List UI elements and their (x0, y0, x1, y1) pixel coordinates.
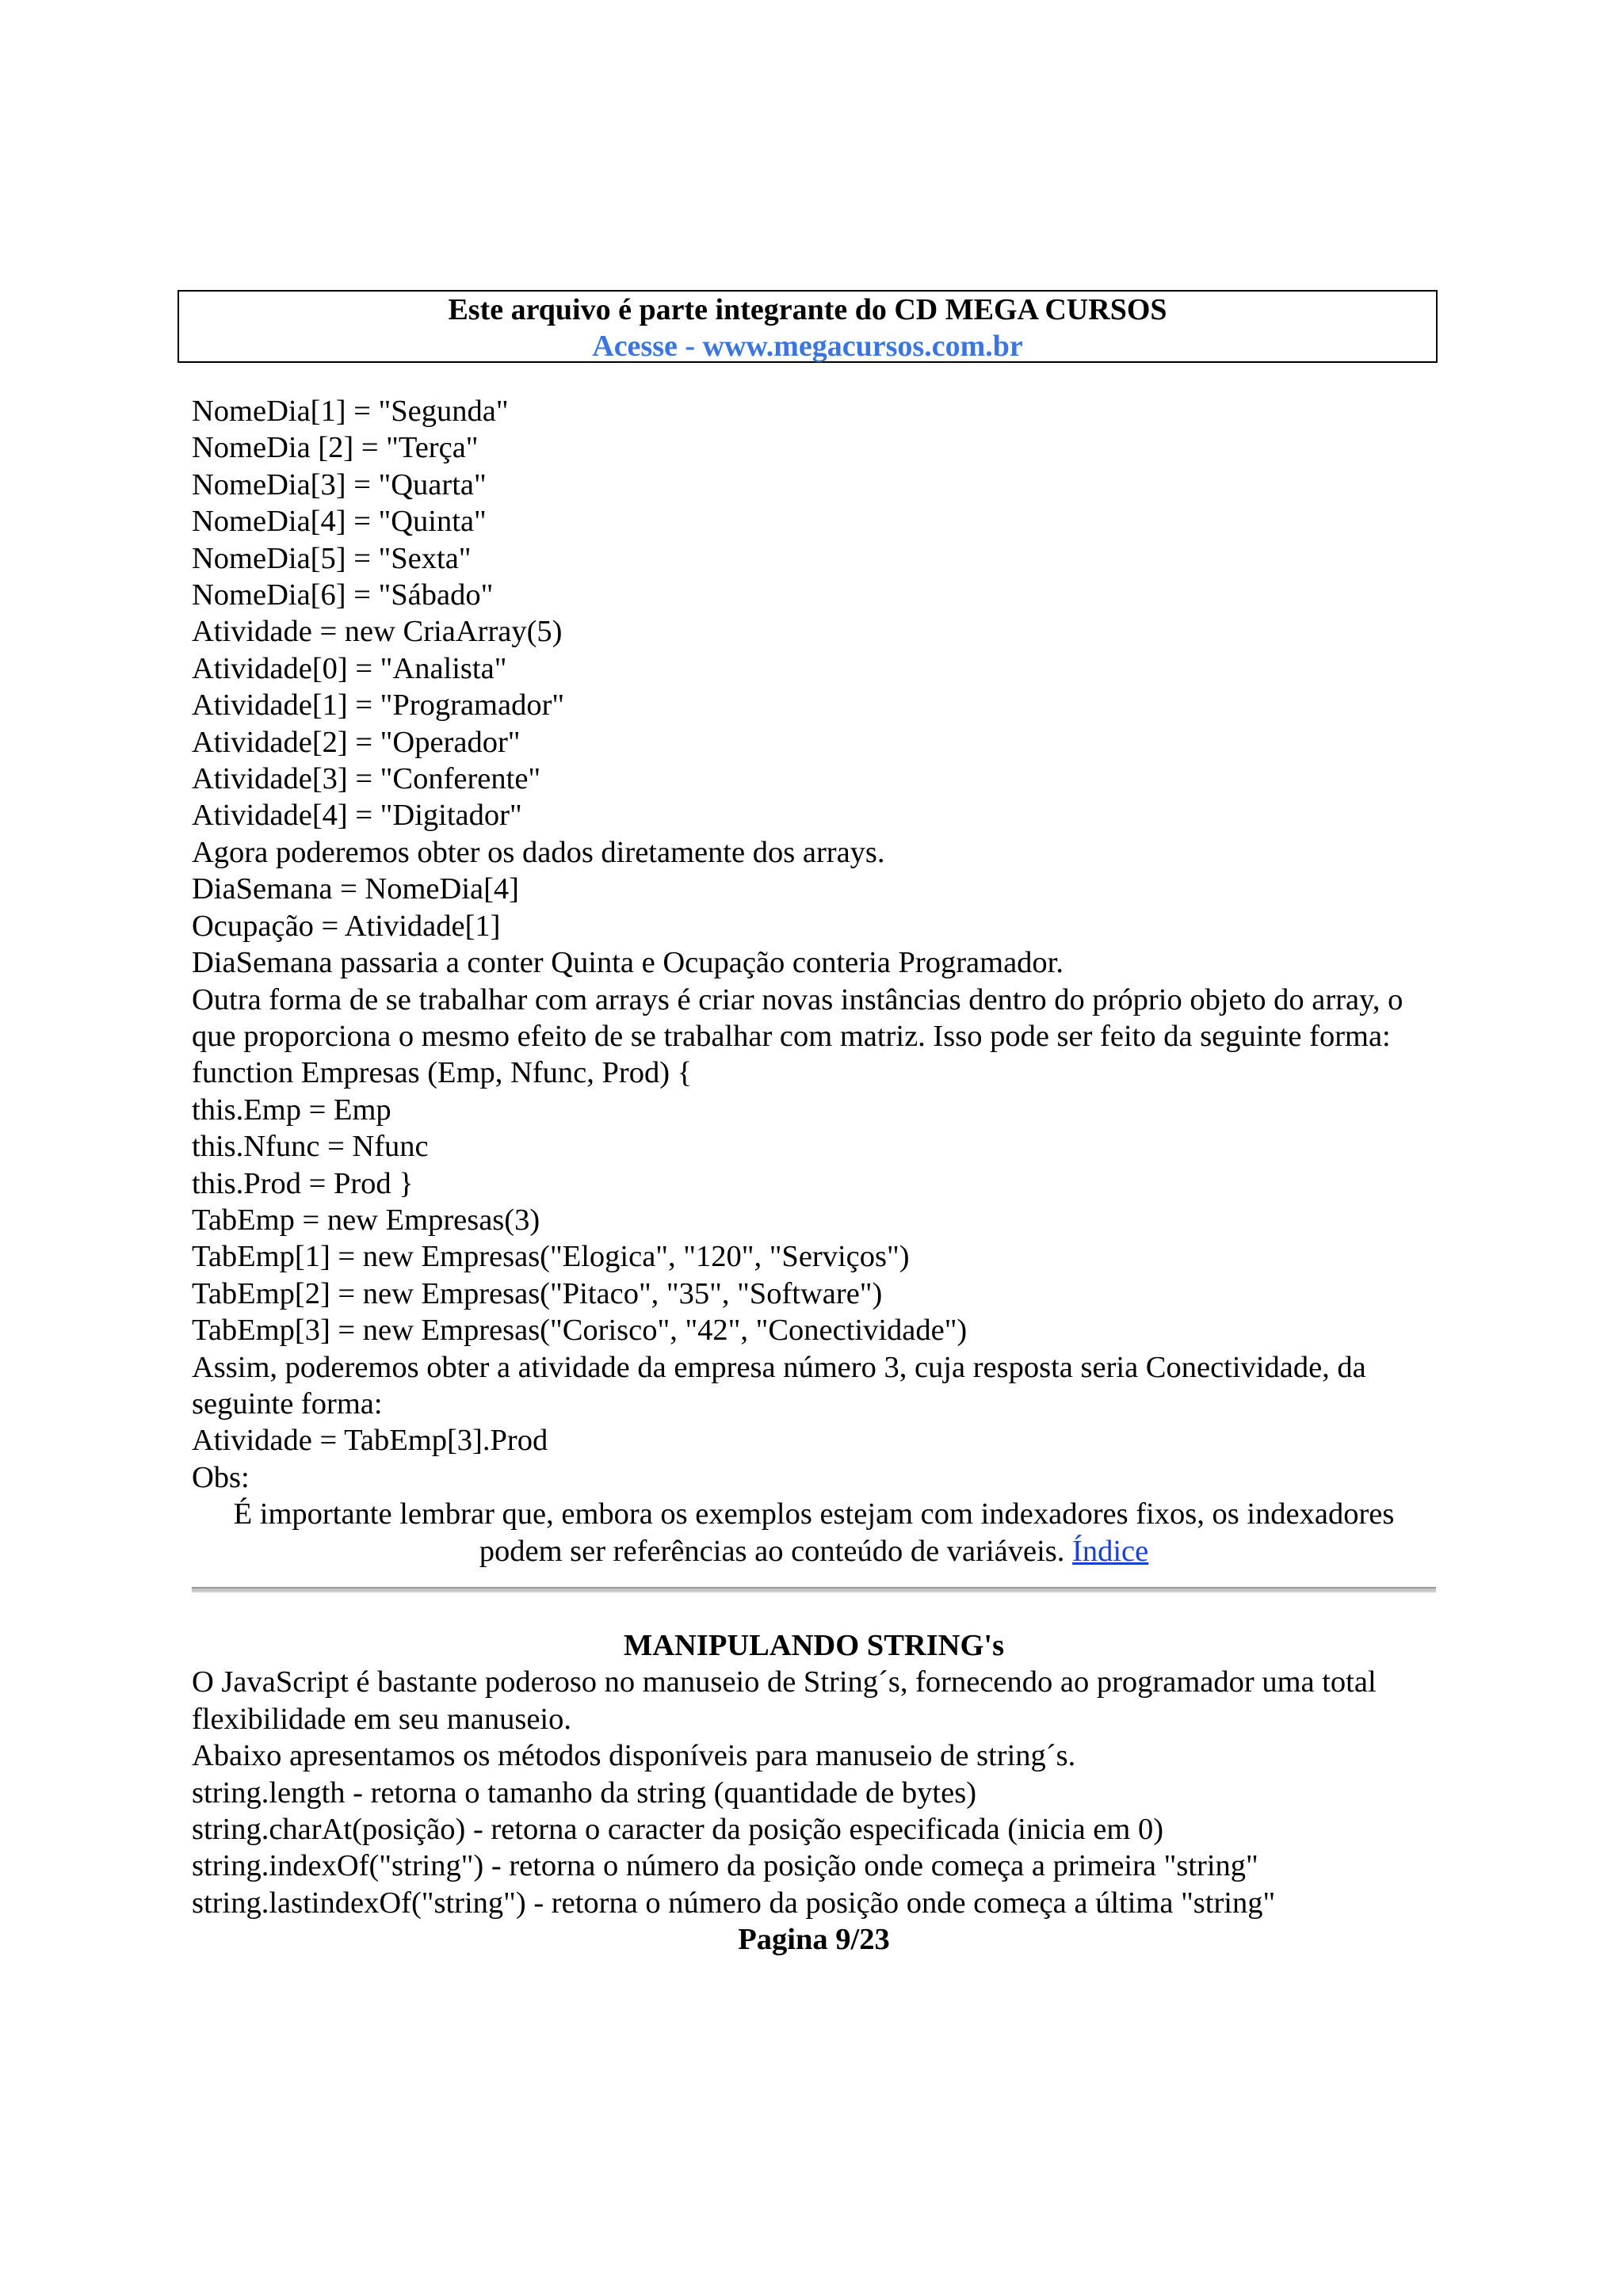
method-item: string.lastindexOf("string") - retorna o número da posição onde começa a última "string" (192, 1886, 1276, 1920)
code-line: Atividade = new CriaArray(5) (192, 615, 563, 649)
code-line: NomeDia[6] = "Sábado" (192, 578, 494, 612)
code-line: NomeDia[4] = "Quinta" (192, 505, 487, 539)
note-paragraph (192, 1496, 1436, 1569)
horizontal-divider (192, 1587, 1436, 1592)
code-line: Ocupação = Atividade[1] (192, 909, 501, 943)
code-line: NomeDia[5] = "Sexta" (192, 541, 472, 575)
code-line: NomeDia[1] = "Segunda" (192, 395, 509, 428)
note-text: É importante lembrar que, embora os exemplos estejam com indexadores fixos, os indexadores podem ser referências ao conteúdo de variáveis. (233, 1497, 1395, 1568)
page-number: Pagina 9/23 (738, 1923, 890, 1957)
method-item: string.indexOf("string") - retorna o número da posição onde começa a primeira "string" (192, 1849, 1258, 1883)
code-line: TabEmp = new Empresas(3) (192, 1203, 540, 1237)
header-title: Este arquivo é parte integrante do CD MEGA CURSOS (448, 293, 1167, 326)
code-line: NomeDia[3] = "Quarta" (192, 467, 487, 502)
code-block-diasemana (192, 871, 1436, 944)
method-item: string.length - retorna o tamanho da string (quantidade de bytes) (192, 1775, 977, 1810)
code-block-empresas (192, 1055, 1436, 1348)
page-content (192, 393, 1436, 1958)
code-line: this.Prod = Prod } (192, 1166, 414, 1200)
code-block-atividade (192, 1422, 1436, 1496)
method-item: string.charAt(posição) - retorna o caracter da posição especificada (inicia em 0) (192, 1813, 1164, 1847)
index-link[interactable]: Índice (1072, 1534, 1149, 1568)
section-title: MANIPULANDO STRING's (623, 1629, 1005, 1662)
paragraph: Outra forma de se trabalhar com arrays é criar novas instâncias dentro do próprio objeto do array, o que proporciona o mesmo efeito de se trabalhar com matriz. Isso pode ser feito da seguinte forma: (192, 982, 1403, 1053)
code-line: TabEmp[1] = new Empresas("Elogica", "120", "Serviços") (192, 1240, 910, 1274)
paragraph: Agora poderemos obter os dados diretamente dos arrays. (192, 835, 885, 869)
code-line: function Empresas (Emp, Nfunc, Prod) { (192, 1056, 693, 1090)
code-line: DiaSemana = NomeDia[4] (192, 872, 519, 906)
code-line: Atividade[0] = "Analista" (192, 651, 507, 685)
code-line: NomeDia [2] = "Terça" (192, 431, 479, 465)
paragraph: DiaSemana passaria a conter Quinta e Ocupação conteria Programador. (192, 946, 1064, 980)
code-line: Atividade[4] = "Digitador" (192, 799, 522, 833)
code-line: Obs: (192, 1460, 250, 1494)
paragraph: O JavaScript é bastante poderoso no manuseio de String´s, fornecendo ao programador uma total flexibilidade em seu manuseio. (192, 1665, 1377, 1736)
code-line: Atividade[2] = "Operador" (192, 725, 521, 759)
paragraph: Abaixo apresentamos os métodos disponíveis para manuseio de string´s. (192, 1739, 1076, 1773)
header-site-link: Acesse - www.megacursos.com.br (592, 330, 1023, 363)
code-block-nomedia (192, 393, 1436, 834)
code-line: Atividade[1] = "Programador" (192, 688, 565, 723)
code-line: TabEmp[3] = new Empresas("Corisco", "42", "Conectividade") (192, 1314, 968, 1348)
code-line: Atividade = TabEmp[3].Prod (192, 1424, 548, 1458)
code-line: this.Nfunc = Nfunc (192, 1130, 429, 1164)
paragraph: Assim, poderemos obter a atividade da empresa número 3, cuja resposta seria Conectividade, da seguinte forma: (192, 1350, 1366, 1421)
code-line: TabEmp[2] = new Empresas("Pitaco", "35", "Software") (192, 1276, 883, 1310)
header-box (178, 290, 1438, 363)
code-line: Atividade[3] = "Conferente" (192, 762, 541, 796)
code-line: this.Emp = Emp (192, 1093, 391, 1127)
methods-list (192, 1775, 1436, 1922)
